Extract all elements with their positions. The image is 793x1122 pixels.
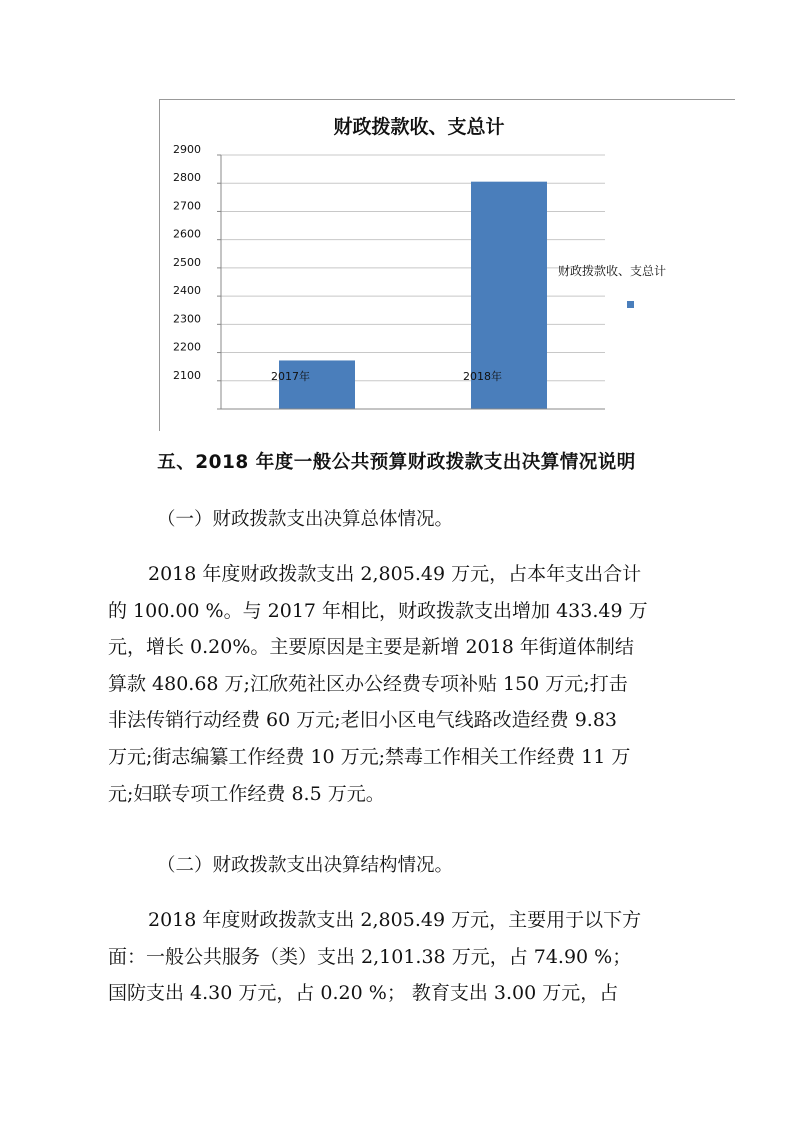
paragraph-structure — [108, 902, 708, 1012]
legend-swatch — [627, 301, 634, 308]
paragraph-line: 2018 年度财政拨款支出 2,805.49 万元，占本年支出合计 — [148, 563, 642, 585]
y-tick-label: 2200 — [173, 340, 201, 354]
paragraph-overall — [108, 556, 708, 812]
subsection-title-overall: （一）财政拨款支出决算总体情况。 — [157, 509, 454, 530]
paragraph-line: 万元;街志编纂工作经费 10 万元;禁毒工作相关工作经费 11 万 — [108, 745, 631, 768]
chart-bars — [279, 182, 547, 409]
chart-y-ticks — [173, 143, 221, 382]
paragraph-line: 的 100.00 %。与 2017 年相比，财政拨款支出增加 433.49 万 — [108, 599, 648, 622]
expenditure-bar-chart — [159, 99, 735, 431]
paragraph-line: 2018 年度财政拨款支出 2,805.49 万元，主要用于以下方 — [148, 909, 642, 931]
y-tick-label: 2900 — [173, 143, 201, 156]
subsection-title-structure: （二）财政拨款支出决算结构情况。 — [157, 855, 454, 876]
y-tick-label: 2100 — [173, 368, 201, 382]
y-tick-label: 2400 — [173, 284, 201, 298]
paragraph-line: 非法传销行动经费 60 万元;老旧小区电气线路改造经费 9.83 — [108, 709, 618, 732]
x-category-label: 2017年 — [271, 370, 310, 383]
x-category-label: 2018年 — [463, 370, 502, 383]
legend-label: 财政拨款收、支总计 — [558, 264, 667, 278]
paragraph-line: 元;妇联专项工作经费 8.5 万元。 — [108, 782, 385, 805]
chart-gridlines — [221, 155, 605, 381]
section-heading: 五、2018 年度一般公共预算财政拨款支出决算情况说明 — [157, 452, 636, 473]
paragraph-line: 算款 480.68 万;江欣苑社区办公经费专项补贴 150 万元;打击 — [108, 672, 628, 695]
y-tick-label: 2600 — [173, 227, 201, 241]
bar-2017年 — [279, 360, 355, 409]
chart-title: 财政拨款收、支总计 — [333, 116, 505, 138]
y-tick-label: 2700 — [173, 199, 201, 213]
y-tick-label: 2800 — [173, 171, 201, 185]
paragraph-line: 元，增长 0.20%。主要原因是主要是新增 2018 年街道体制结 — [108, 636, 634, 659]
y-tick-label: 2500 — [173, 255, 201, 269]
paragraph-line: 面：一般公共服务（类）支出 2,101.38 万元，占 74.90 %； — [108, 945, 632, 968]
y-tick-label: 2300 — [173, 312, 201, 326]
paragraph-line: 国防支出 4.30 万元，占 0.20 %； 教育支出 3.00 万元，占 — [108, 982, 619, 1005]
